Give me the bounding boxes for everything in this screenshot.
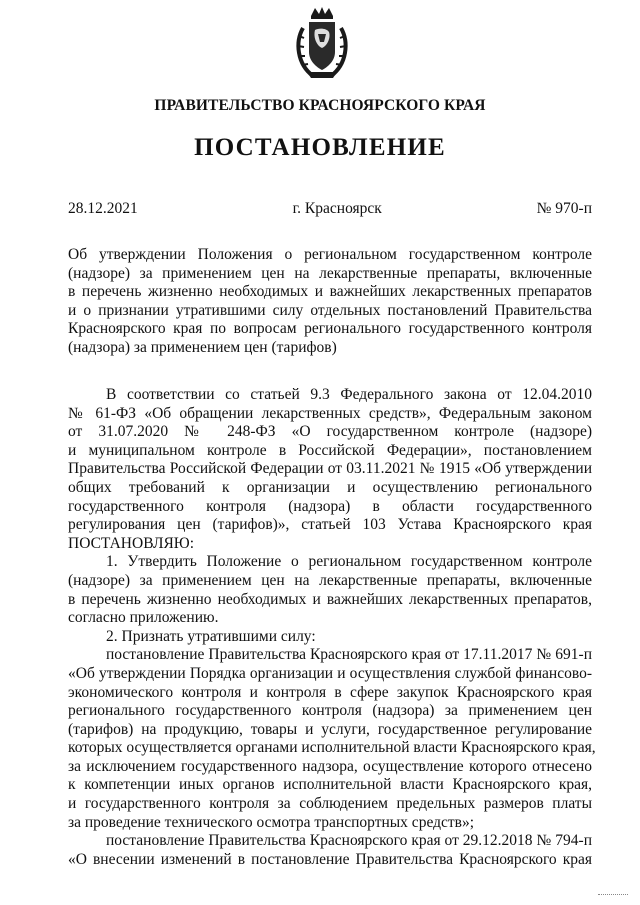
- body-line: и государственного контроля за соблюдением предельных размеров платы: [68, 795, 592, 813]
- body-line: № 61-ФЗ «Об обращении лекарственных средств», Федеральным законом: [68, 404, 592, 422]
- document-number: № 970-п: [536, 200, 592, 217]
- summary-line: (надзора) за применением цен (тарифов): [68, 338, 337, 356]
- body-line: 1. Утвердить Положение о региональном государственном контроле: [106, 553, 592, 571]
- body-line: которых осуществляется органами исполнительной власти Красноярского края,: [68, 739, 596, 757]
- summary-line: Об утверждении Положения о региональном государственном контроле: [68, 246, 592, 263]
- body-line: «О внесении изменений в постановление Правительства Красноярского края: [68, 850, 592, 868]
- body-line: согласно приложению.: [68, 609, 219, 627]
- body-line: постановление Правительства Красноярского края от 17.11.2017 № 691-п: [106, 646, 592, 664]
- body-line: регулирования цен (тарифов)», статьей 103 Устава Красноярского края: [68, 516, 592, 534]
- body-line: постановление Правительства Красноярского края от 29.12.2018 № 794-п: [106, 832, 592, 850]
- body-line: 2. Признать утратившими силу:: [106, 627, 316, 645]
- body-line: и муниципальном контроле в Российской Федерации», постановлением: [68, 441, 592, 459]
- summary-line: в перечень жизненно необходимых и важнейших лекарственных препаратов: [68, 283, 592, 301]
- government-title: ПРАВИТЕЛЬСТВО КРАСНОЯРСКОГО КРАЯ: [154, 97, 486, 114]
- document-meta: [68, 200, 592, 218]
- body-line: экономического контроля и контроля в сфере закупок Красноярского края: [68, 683, 592, 701]
- body-line: (надзоре) за применением цен на лекарственные препараты, включенные: [68, 571, 592, 589]
- document-summary: [68, 246, 592, 358]
- document-type-title: ПОСТАНОВЛЕНИЕ: [194, 134, 446, 161]
- body-line: к компетенции иных органов исполнительной власти Красноярского края,: [68, 776, 592, 794]
- body-line: от 31.07.2020 № 248-ФЗ «О государственном контроле (надзоре): [68, 423, 592, 441]
- body-line: В соответствии со статьей 9.3 Федерального закона от 12.04.2010: [106, 386, 592, 403]
- document-date: 28.12.2021: [68, 200, 138, 217]
- document-body: [68, 386, 596, 869]
- body-line: (тарифов) на продукцию, товары и услуги, государственное регулирование: [68, 720, 592, 738]
- coat-of-arms-icon: [293, 6, 351, 80]
- body-line-decree: ПОСТАНОВЛЯЮ:: [68, 534, 195, 552]
- body-line: общих требований к организации и осуществлению регионального: [68, 478, 592, 496]
- summary-line: и о признании утратившими силу отдельных постановлений Правительства: [68, 301, 592, 319]
- body-line: государственного контроля (надзора) в области государственного: [68, 497, 592, 515]
- body-line: за исключением государственного надзора, осуществление которого отнесено: [68, 757, 592, 775]
- page-edge-marks: [598, 894, 628, 897]
- summary-line: Красноярского края по вопросам регионального государственного контроля: [68, 320, 592, 338]
- document-city: г. Красноярск: [292, 200, 382, 217]
- body-line: за проведение технического осмотра транспортных средств»;: [68, 813, 475, 831]
- body-line: «Об утверждении Порядка организации и осуществления службой финансово-: [68, 664, 592, 682]
- body-line: Правительства Российской Федерации от 03.11.2021 № 1915 «Об утверждении: [68, 460, 592, 478]
- body-line: в перечень жизненно необходимых и важнейших лекарственных препаратов,: [68, 590, 592, 608]
- summary-line: (надзоре) за применением цен на лекарственные препараты, включенные: [68, 264, 592, 282]
- body-line: регионального государственного контроля (надзора) за применением цен: [68, 702, 592, 720]
